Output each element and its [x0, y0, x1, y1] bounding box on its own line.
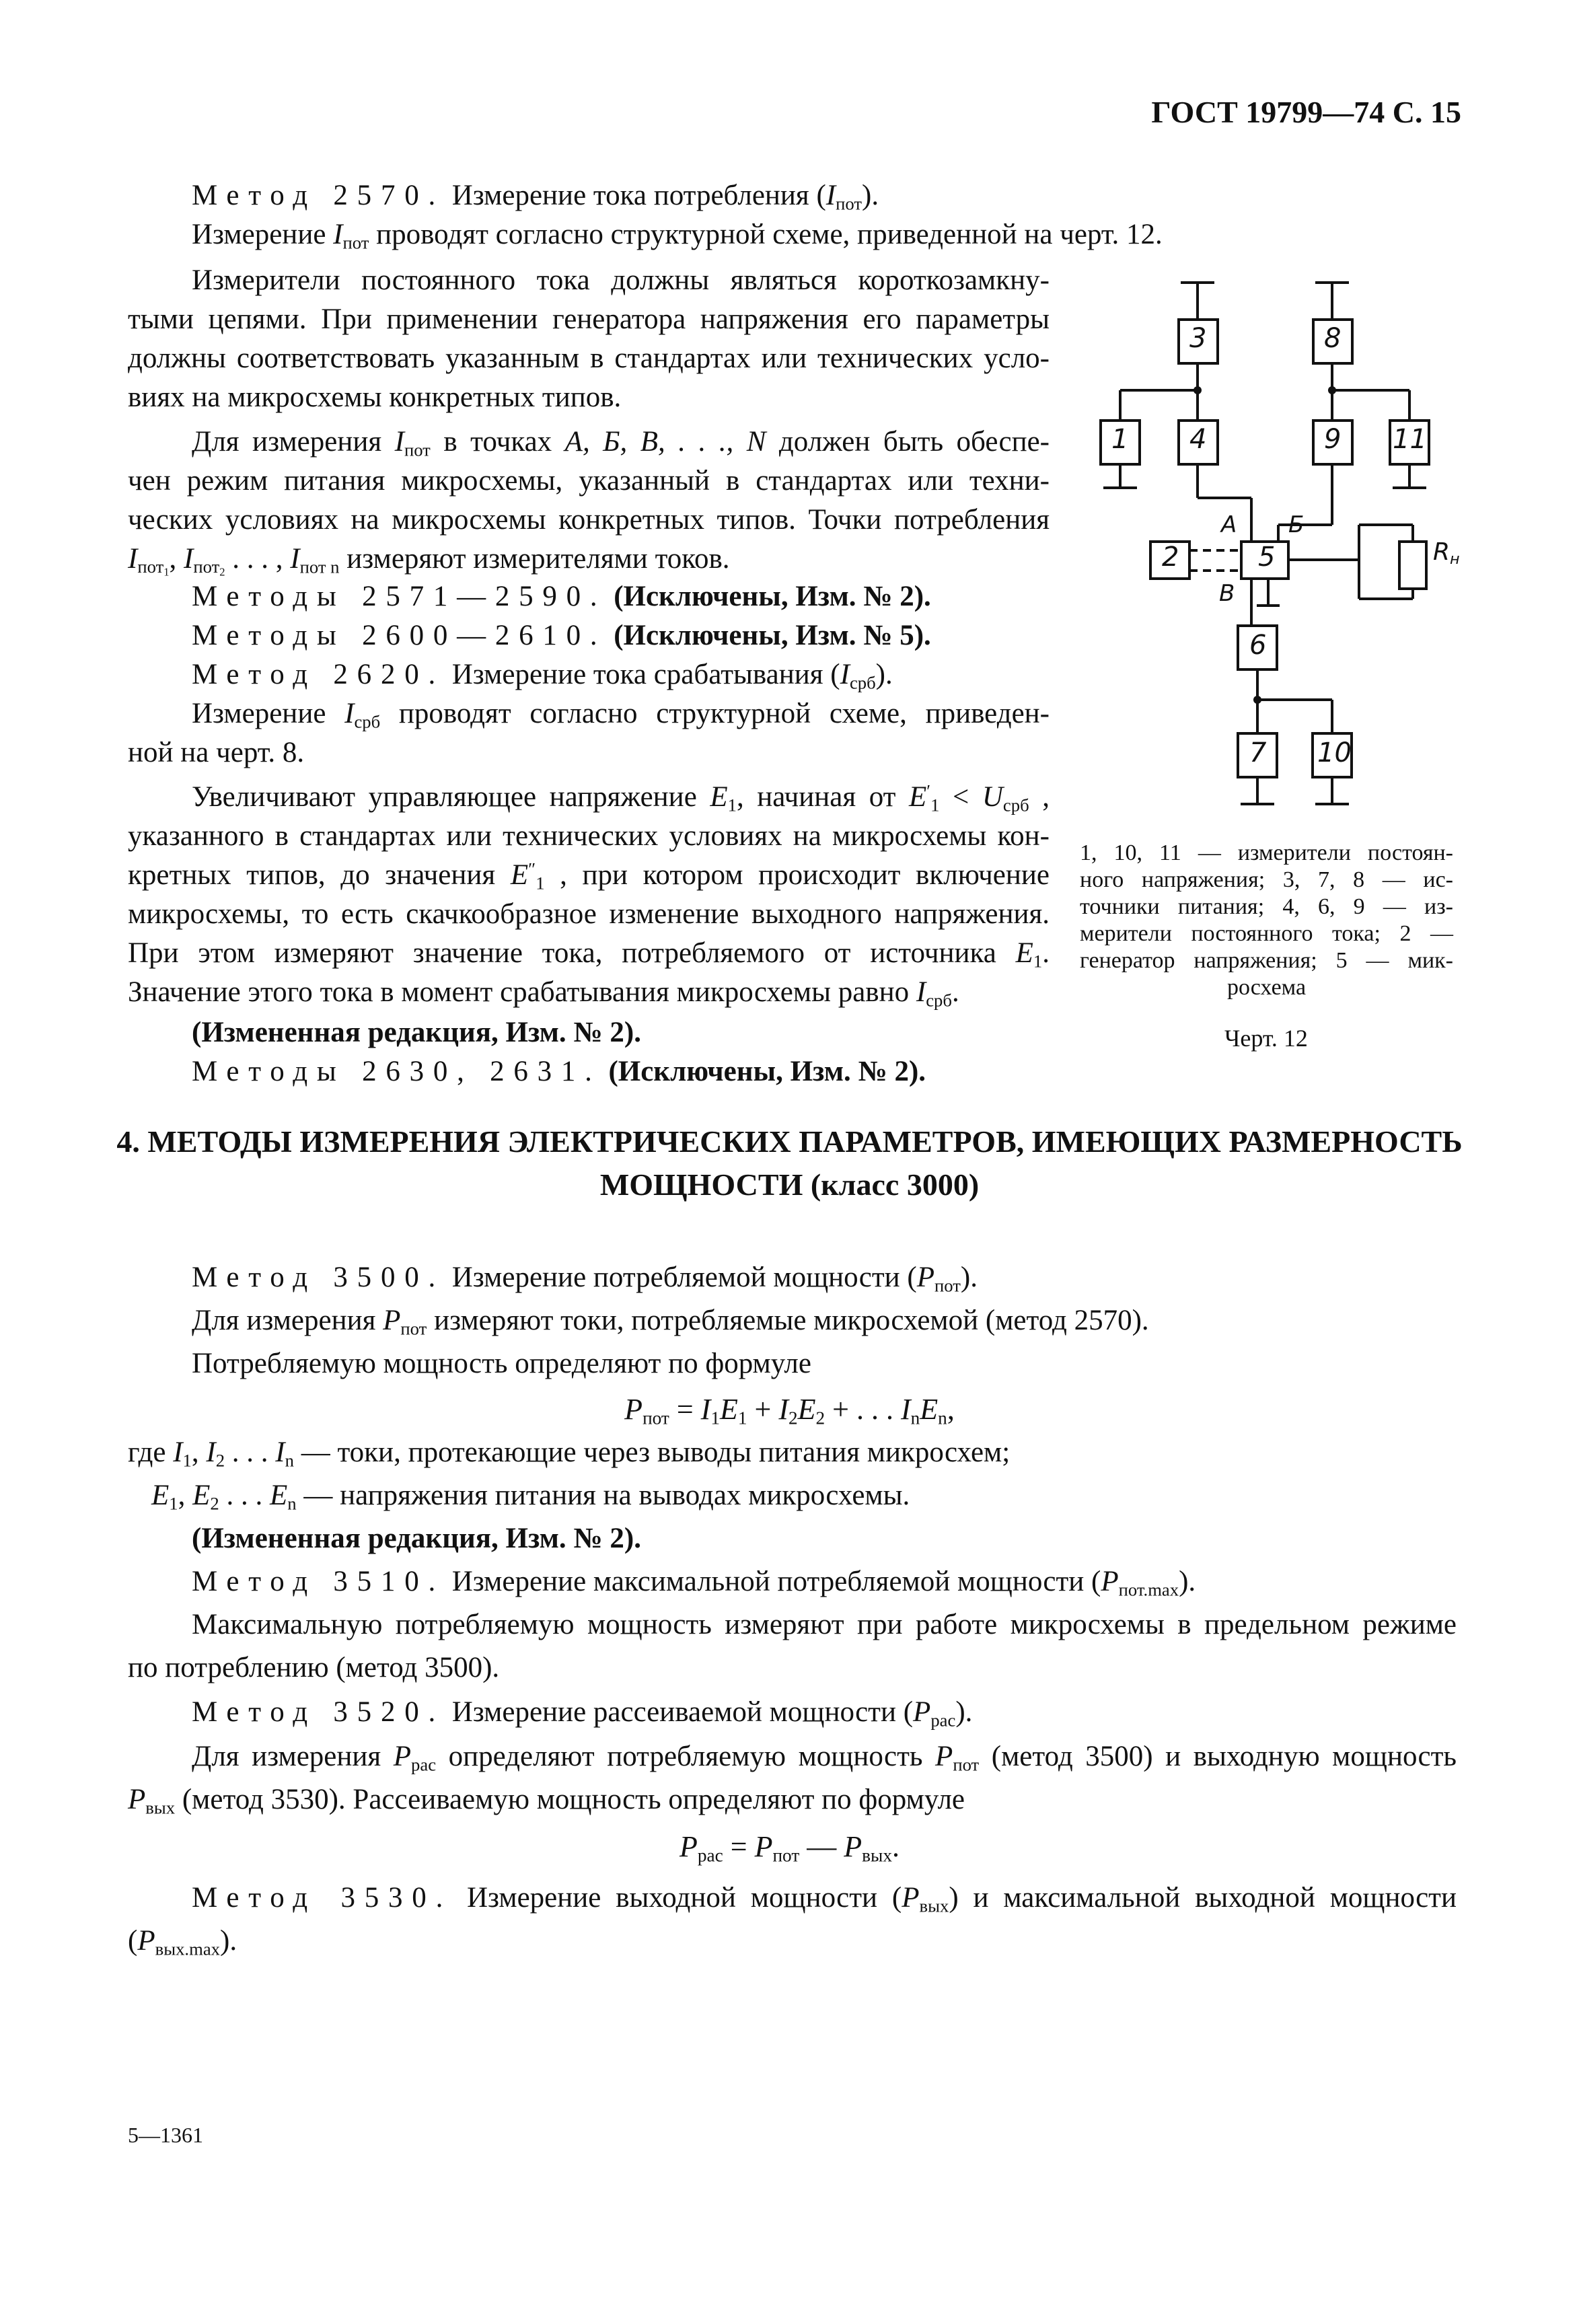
method-2570-para-2-line-2: тыми цепями. При применении генератора напряжения его параметры — [128, 303, 1050, 335]
section-4-heading-line-1: 4. МЕТОДЫ ИЗМЕРЕНИЯ ЭЛЕКТРИЧЕСКИХ ПАРАМЕТРОВ, ИМЕЮЩИХ РАЗМЕРНОСТЬ — [116, 1124, 1463, 1159]
page-header: ГОСТ 19799—74 С. 15 — [1151, 95, 1461, 129]
method-2570-para-3-line-2: чен режим питания микросхемы, указанный в стандартах или техни- — [128, 465, 1050, 497]
formula-dissipated-power: $P_{рас} = P_{пот}$ — $P_{вых}$. — [680, 1830, 899, 1866]
method-3510-para-line-1: Максимальную потребляемую мощность измеряют при работе микросхемы в предельном режиме — [192, 1609, 1457, 1640]
point-b-label: Б — [1288, 511, 1305, 538]
resistor-rn-label: $R_н$ — [1433, 538, 1460, 569]
fig-label-6: 6 — [1249, 630, 1267, 661]
formula-where-voltages: $E_1$, $E_2$ . . . $E_n$ — напряжения питания на выводах микросхемы. — [151, 1480, 910, 1514]
page-footer-code: 5—1361 — [128, 2123, 203, 2147]
formula-where-currents: где $I_1$, $I_2$ . . . $I_n$ — токи, протекающие через выводы питания микросхем; — [128, 1437, 1011, 1471]
method-2620-para-1-line-2: ной на черт. 8. — [128, 737, 305, 768]
method-2620-para-2-line-5: При этом измеряют значение тока, потребляемого от источника $E_1$. — [128, 937, 1050, 972]
method-2570-para-3-line-1: Для измерения $I_{пот}$ в точках А, Б, В, . . ., N должен быть обеспе- — [192, 426, 1050, 460]
fig-label-3: 3 — [1189, 323, 1207, 354]
fig-label-11: 11 — [1393, 424, 1427, 455]
method-3530-heading-line-1: Метод 3530. Измерение выходной мощности $(P_{вых})$ и максимальной выходной мощности — [192, 1882, 1457, 1916]
method-2620-heading: Метод 2620. Измерение тока срабатывания $(I_{срб})$. — [192, 659, 893, 693]
methods-2571-2590: Методы 2571—2590. (Исключены, Изм. № 2). — [192, 581, 931, 612]
point-v-label: В — [1219, 580, 1235, 607]
method-3500-heading: Метод 3500. Измерение потребляемой мощности $(P_{пот})$. — [192, 1262, 978, 1296]
method-2570-para-2-line-4: виях на микросхемы конкретных типов. — [128, 382, 622, 413]
figure-title: Черт. 12 — [1224, 1025, 1308, 1052]
method-3510-heading: Метод 3510. Измерение максимальной потребляемой мощности $(P_{пот.max})$. — [192, 1566, 1196, 1600]
method-2570-para-2-line-3: должны соответствовать указанным в стандартах или технических усло- — [128, 342, 1050, 374]
formula-power-consumption: $P_{пот} = I_1E_1 + I_2E_2$ + . . . $I_nE_n$, — [624, 1393, 955, 1428]
method-2570-para-3-line-4: $I_{пот_1}$, $I_{пот_2}$ . . . , $I_{пот n}$ измеряют измерителями токов. — [128, 543, 730, 579]
resistor-rn — [1399, 542, 1426, 589]
fig-label-5: 5 — [1258, 542, 1276, 573]
method-2620-para-1-line-1: Измерение $I_{срб}$ проводят согласно структурной схеме, приведен- — [192, 698, 1050, 732]
figure-12-diagram — [1076, 269, 1480, 821]
method-3500-para-1: Для измерения $P_{пот}$ измеряют токи, потребляемые микросхемой (метод 2570). — [192, 1305, 1149, 1339]
method-3500-para-2: Потребляемую мощность определяют по формуле — [192, 1348, 811, 1379]
fig-label-9: 9 — [1324, 424, 1342, 455]
method-3510-para-line-2: по потреблению (метод 3500). — [128, 1652, 500, 1683]
method-2570-para-3-line-3: ческих условиях на микросхемы конкретных типов. Точки потребления — [128, 504, 1050, 536]
method-3520-para-line-2: $P_{вых}$ (метод 3530). Рассеиваемую мощность определяют по формуле — [128, 1784, 965, 1818]
method-3520-heading: Метод 3520. Измерение рассеиваемой мощности $(P_{рас})$. — [192, 1696, 973, 1731]
method-2570-para-2-line-1: Измерители постоянного тока должны являться короткозамкну- — [192, 264, 1050, 296]
methods-2600-2610: Методы 2600—2610. (Исключены, Изм. № 5). — [192, 620, 931, 651]
method-3530-heading-line-2: $(P_{вых.max})$. — [128, 1925, 237, 1959]
fig-label-8: 8 — [1324, 323, 1342, 354]
method-2620-para-2-line-6: Значение этого тока в момент срабатывания микросхемы равно $I_{срб}$. — [128, 976, 959, 1011]
fig-label-7: 7 — [1249, 737, 1267, 768]
point-a-label: А — [1221, 511, 1237, 538]
amendment-note-2: (Измененная редакция, Изм. № 2). — [192, 1523, 641, 1554]
method-2620-para-2-line-2: указанного в стандартах или технических условиях на микросхемы кон- — [128, 820, 1050, 852]
fig-label-4: 4 — [1189, 424, 1207, 455]
methods-2630-2631: Методы 2630, 2631. (Исключены, Изм. № 2). — [192, 1056, 926, 1087]
section-4-heading-line-2: МОЩНОСТИ (класс 3000) — [599, 1167, 980, 1202]
figure-caption: 1, 10, 11 — измерители постоян- ного напряжения; 3, 7, 8 — ис- точники питания; 4, 6, 9 — из- мерители постоянного тока; 2 — генератор напряжения; 5 — мик- росхема — [1080, 840, 1453, 1000]
method-2570-para-1: Измерение $I_{пот}$ проводят согласно структурной схеме, приведенной на черт. 12. — [192, 219, 1163, 253]
method-2620-para-2-line-3: кретных типов, до значения $E''_1$ , при котором происходит включение — [128, 859, 1050, 894]
fig-label-2: 2 — [1162, 542, 1179, 573]
method-3520-para-line-1: Для измерения $P_{рас}$ определяют потребляемую мощность $P_{пот}$ (метод 3500) и выходную мощность — [192, 1741, 1457, 1775]
fig-label-1: 1 — [1111, 424, 1129, 455]
method-2620-para-2-line-4: микросхемы, то есть скачкообразное изменение выходного напряжения. — [128, 898, 1050, 930]
fig-label-10: 10 — [1317, 737, 1352, 768]
method-2620-para-2-line-1: Увеличивают управляющее напряжение $E_1$, начиная от $E'_1 < U_{срб}$ , — [192, 780, 1050, 815]
method-2570-heading: Метод 2570. Измерение тока потребления $(I_{пот})$. — [192, 180, 879, 214]
amendment-note-1: (Измененная редакция, Изм. № 2). — [192, 1017, 641, 1048]
